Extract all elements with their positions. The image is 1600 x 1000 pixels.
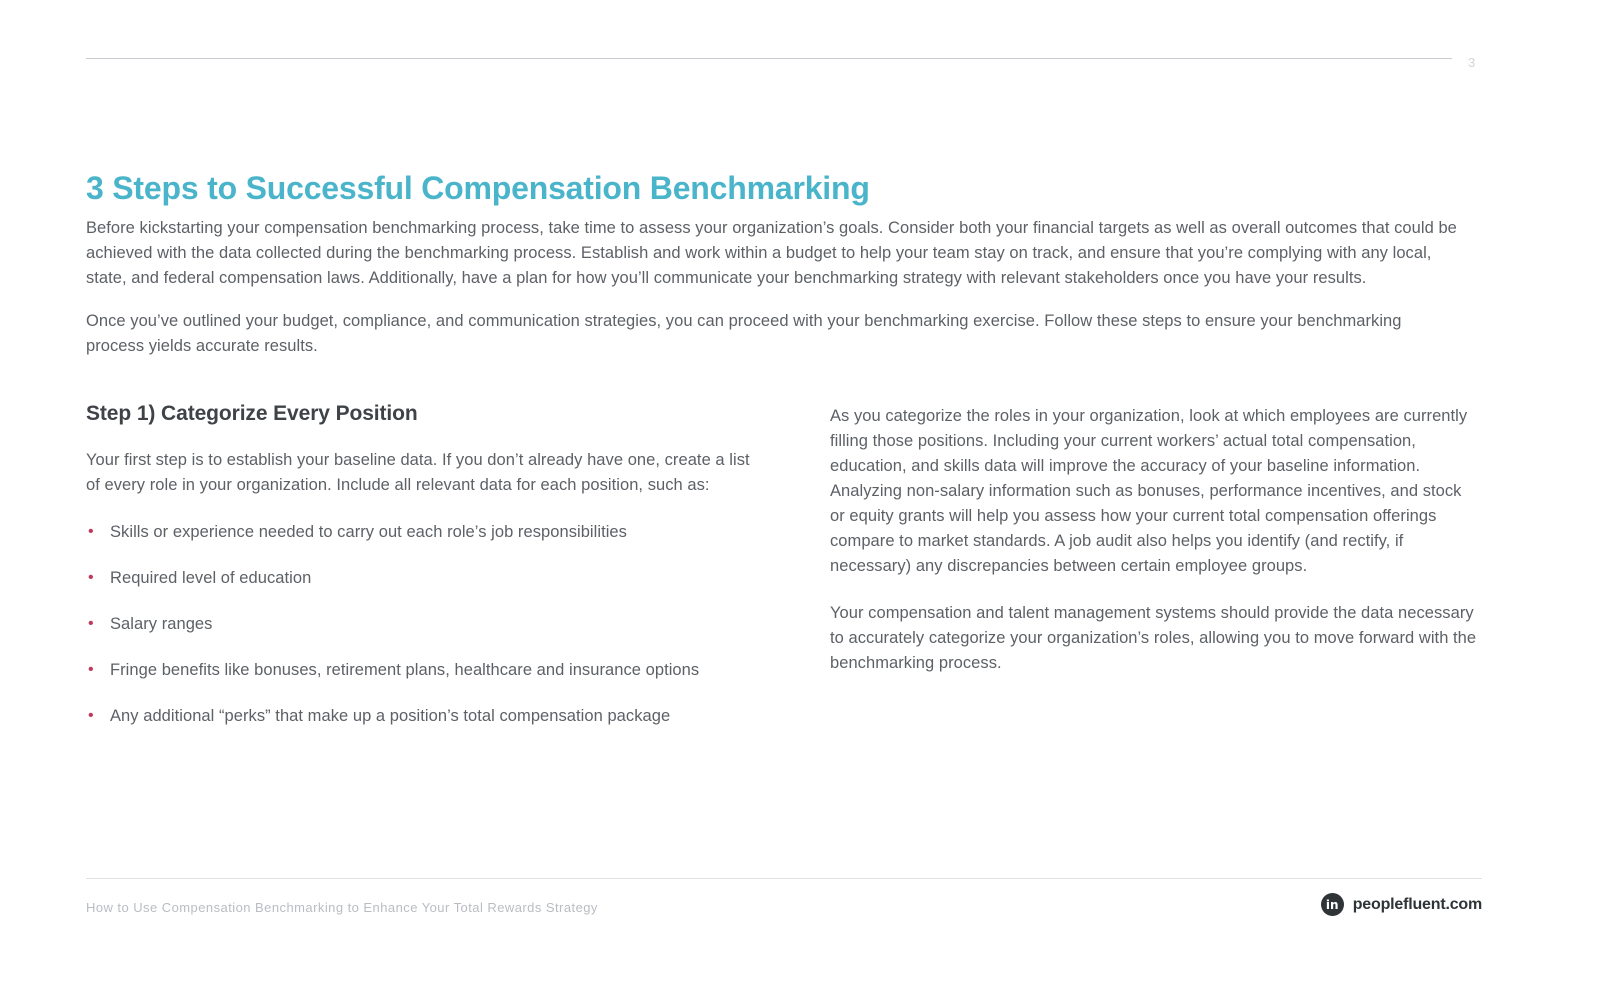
- right-column-paragraph-2: Your compensation and talent management systems should provide the data necessary to accurately categorize your organization’s roles, allowing you to move forward with the benchmarking process.: [830, 604, 1477, 672]
- step-heading: Step 1) Categorize Every Position: [86, 402, 418, 425]
- bullet-icon: •: [88, 615, 94, 632]
- bullet-icon: •: [88, 707, 94, 724]
- list-item-label: Any additional “perks” that make up a position’s total compensation package: [110, 707, 671, 725]
- list-item: [86, 612, 758, 636]
- bullet-icon: •: [88, 661, 94, 678]
- footer-divider: [86, 878, 1482, 879]
- right-column: [830, 404, 1478, 698]
- page-number: 3: [1468, 55, 1476, 70]
- list-item-label: Required level of education: [110, 569, 312, 587]
- list-item-label: Fringe benefits like bonuses, retirement plans, healthcare and insurance options: [110, 661, 700, 679]
- linkedin-icon: in: [1321, 893, 1344, 916]
- page-footer: [0, 860, 1600, 1000]
- left-column-paragraph: Your first step is to establish your baseline data. If you don’t already have one, create a list of every role in your organization. Include all relevant data for each position, such as:: [86, 451, 750, 494]
- brand-name: peoplefluent.com: [1352, 895, 1482, 913]
- left-column: [86, 402, 758, 750]
- list-item: [86, 704, 758, 728]
- list-item-label: Salary ranges: [110, 615, 213, 633]
- intro-paragraph-2: Once you’ve outlined your budget, compliance, and communication strategies, you can proceed with your benchmarking exercise. Follow these steps to ensure your benchmarking process yields accurate results.: [86, 312, 1402, 355]
- page-header: [0, 0, 1600, 100]
- list-item: [86, 520, 758, 544]
- requirements-bullet-list: [86, 520, 758, 728]
- header-divider: [86, 58, 1452, 59]
- bullet-icon: •: [88, 569, 94, 586]
- intro-paragraph-1: Before kickstarting your compensation benchmarking process, take time to assess your organization’s goals. Consider both your financial targets as well as overall outcomes that could be achieved with the data collected during the benchmarking process. Establish and work within a budget to help your team stay on track, and ensure that you’re complying with any local, state, and federal compensation laws. Additionally, have a plan for how you’ll communicate your benchmarking strategy with relevant stakeholders once you have your results.: [86, 219, 1457, 287]
- list-item-label: Skills or experience needed to carry out each role’s job responsibilities: [110, 523, 627, 541]
- list-item: [86, 566, 758, 590]
- intro-section: [86, 216, 1470, 377]
- footer-document-title: How to Use Compensation Benchmarking to Enhance Your Total Rewards Strategy: [86, 900, 598, 915]
- page-title: 3 Steps to Successful Compensation Benchmarking: [86, 170, 870, 207]
- bullet-icon: •: [88, 523, 94, 540]
- list-item: [86, 658, 758, 682]
- brand-logo[interactable]: [1321, 893, 1482, 916]
- right-column-paragraph-1: As you categorize the roles in your organization, look at which employees are currently filling those positions. Including your current workers’ actual total compensation, education, and skills data will improve the accuracy of your baseline information. Analyzing non-salary information such as bonuses, performance incentives, and stock or equity grants will help you assess how your current total compensation offerings compare to market standards. A job audit also helps you identify (and rectify, if necessary) any discrepancies between certain employee groups.: [830, 407, 1468, 575]
